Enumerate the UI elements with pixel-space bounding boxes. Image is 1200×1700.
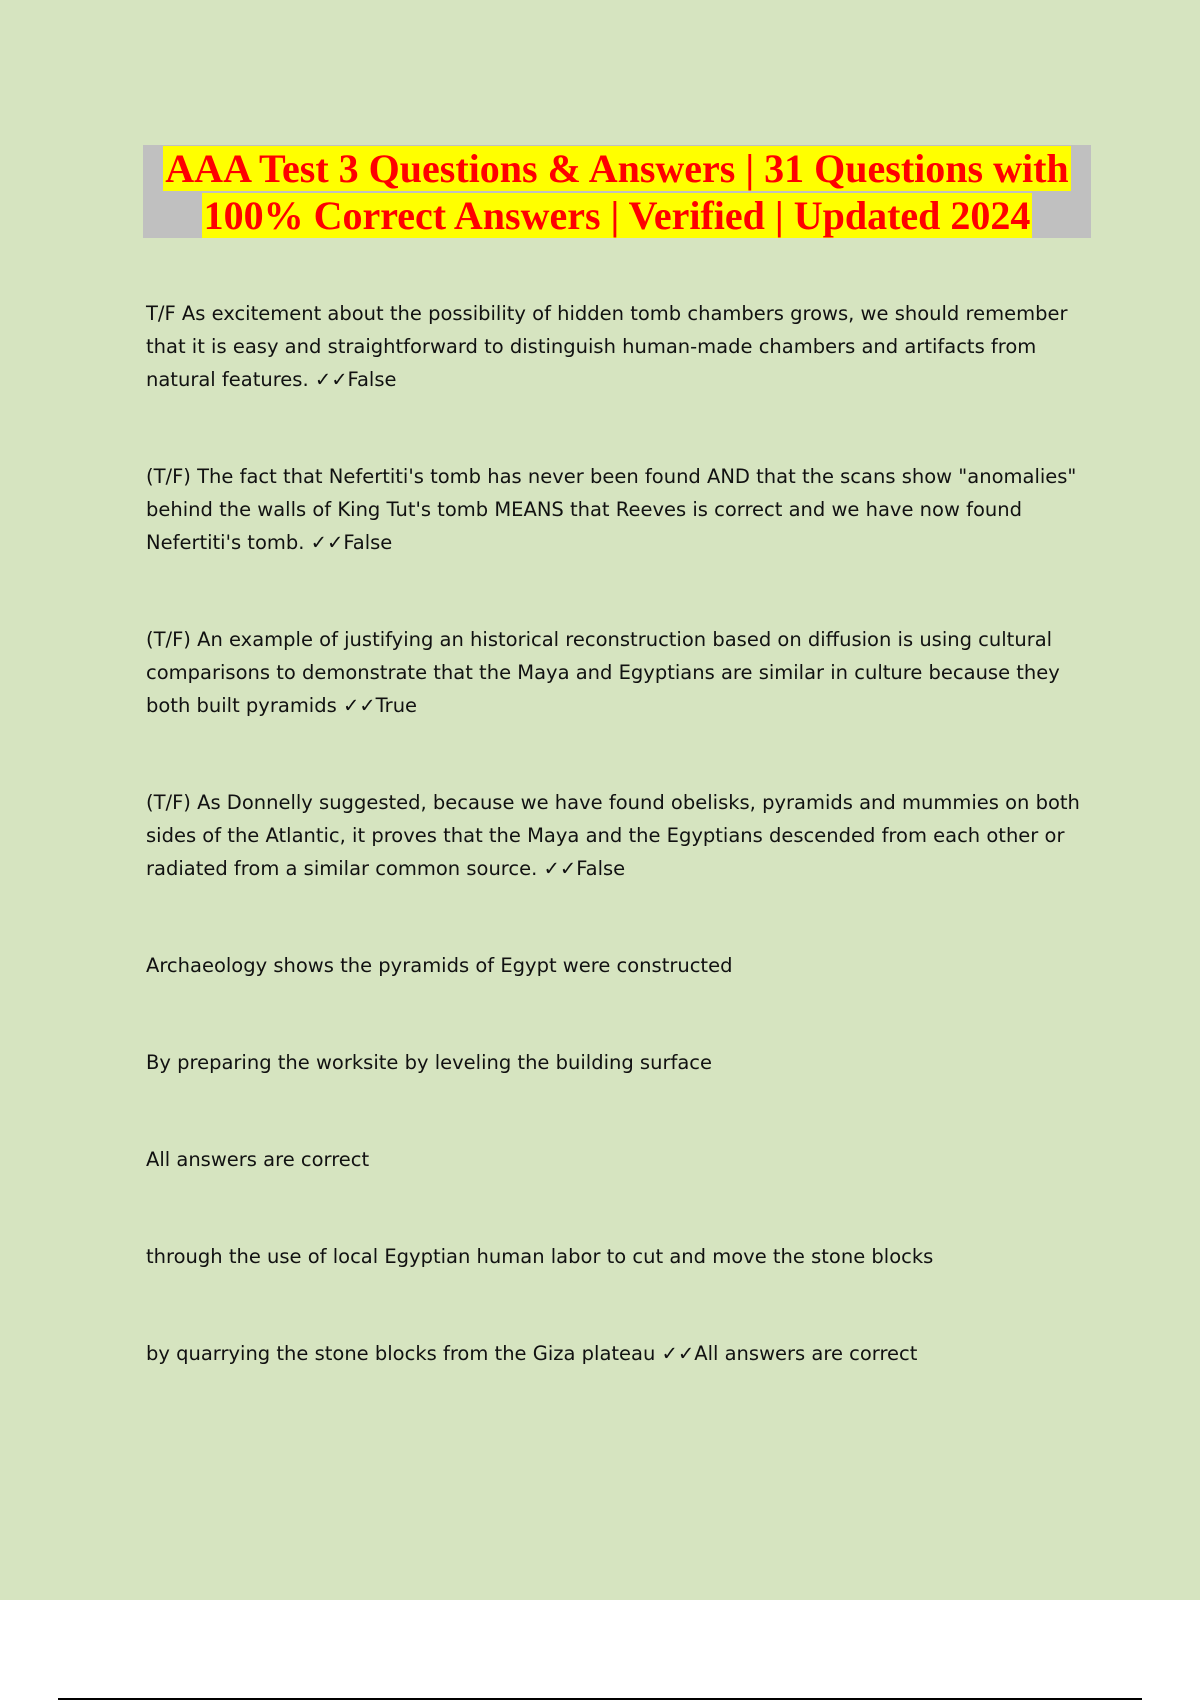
question-4: (T/F) As Donnelly suggested, because we have found obelisks, pyramids and mummies on both sides of the Atlantic, it proves that the Maya and the Egyptians descended from each other or radiated from a similar common source. ✓✓False: [146, 791, 1080, 880]
answer-option-3: through the use of local Egyptian human labor to cut and move the stone blocks: [146, 1245, 934, 1268]
question-2: (T/F) The fact that Nefertiti's tomb has never been found AND that the scans show "anomalies" behind the walls of King Tut's tomb MEANS that Reeves is correct and we have now found Nefertiti's tomb. ✓✓False: [146, 465, 1077, 554]
question-3: (T/F) An example of justifying an historical reconstruction based on diffusion is using cultural comparisons to demonstrate that the Maya and Egyptians are similar in culture because they both built pyramids ✓✓True: [146, 628, 1060, 717]
document-title: [143, 145, 1091, 238]
answer-option-4: by quarrying the stone blocks from the Giza plateau ✓✓All answers are correct: [146, 1342, 918, 1365]
title-line-2: 100% Correct Answers | Verified | Updated 2024: [203, 193, 1031, 238]
question-1: T/F As excitement about the possibility of hidden tomb chambers grows, we should remember that it is easy and straightforward to distinguish human-made chambers and artifacts from natural features. ✓✓False: [146, 302, 1068, 391]
title-line-1: AAA Test 3 Questions & Answers | 31 Questions with: [165, 146, 1069, 191]
question-5: Archaeology shows the pyramids of Egypt were constructed: [146, 954, 733, 977]
answer-option-1: By preparing the worksite by leveling the building surface: [146, 1051, 712, 1074]
answer-option-2: All answers are correct: [146, 1148, 370, 1171]
question-list: [146, 297, 1096, 1370]
